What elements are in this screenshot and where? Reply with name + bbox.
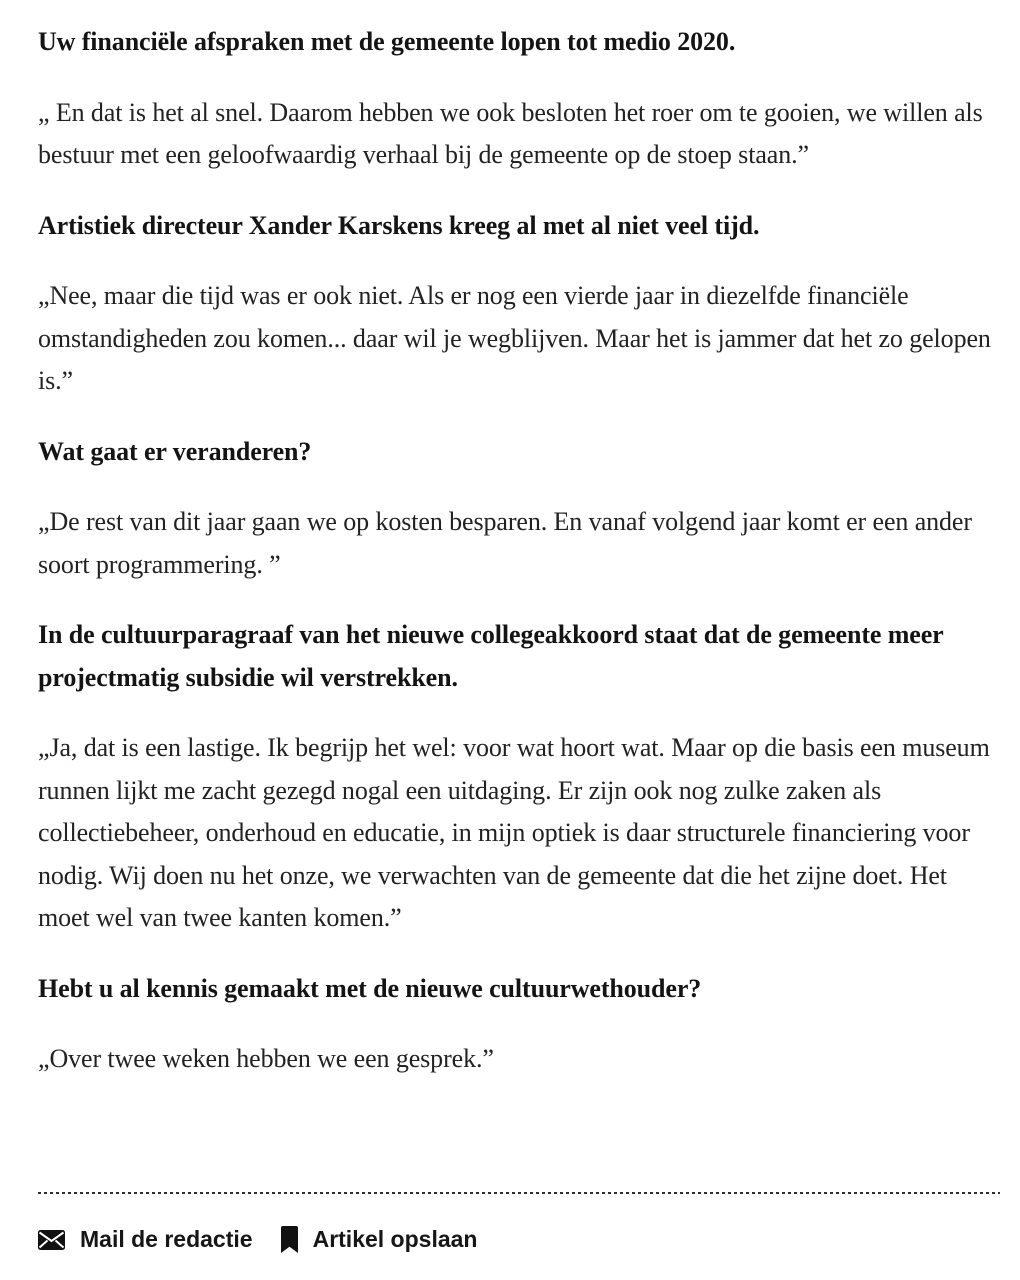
interview-question: Artistiek directeur Xander Karskens kreeg al met al niet veel tijd. [38, 210, 760, 240]
article-footer [38, 1192, 1000, 1253]
interview-answer: „Over twee weken hebben we een gesprek.” [38, 1044, 494, 1073]
interview-answer: „De rest van dit jaar gaan we op kosten besparen. En vanaf volgend jaar komt er een ander soort programmering. ” [38, 507, 972, 579]
bookmark-icon [281, 1226, 298, 1253]
dotted-divider [38, 1192, 1000, 1194]
interview-question: In de cultuurparagraaf van het nieuwe collegeakkoord staat dat de gemeente meer projectmatig subsidie wil verstrekken. [38, 620, 944, 692]
footer-actions [38, 1226, 1000, 1253]
artikel-opslaan-link[interactable] [281, 1226, 478, 1253]
interview-answer: „Nee, maar die tijd was er ook niet. Als er nog een vierde jaar in diezelfde financiële omstandigheden zou komen... daar wil je wegblijven. Maar het is jammer dat het zo gelopen is.” [38, 281, 991, 395]
mail-redactie-label: Mail de redactie [80, 1226, 253, 1252]
envelope-icon [38, 1230, 65, 1250]
interview-answer: „Ja, dat is een lastige. Ik begrijp het wel: voor wat hoort wat. Maar op die basis een museum runnen lijkt me zacht gezegd nogal een uitdaging. Er zijn ook nog zulke zaken als collectiebeheer, onderhoud en educatie, in mijn optiek is daar structurele financiering voor nodig. Wij doen nu het onze, we verwachten van de gemeente dat die het zijne doet. Het moet wel van twee kanten komen.” [38, 733, 990, 932]
interview-question: Uw financiële afspraken met de gemeente lopen tot medio 2020. [38, 27, 736, 56]
artikel-opslaan-label: Artikel opslaan [312, 1226, 478, 1252]
interview-question: Hebt u al kennis gemaakt met de nieuwe cultuurwethouder? [38, 973, 702, 1003]
mail-redactie-link[interactable] [38, 1226, 253, 1253]
interview-question: Wat gaat er veranderen? [38, 436, 312, 466]
interview-answer: „ En dat is het al snel. Daarom hebben we ook besloten het roer om te gooien, we willen als bestuur met een geloofwaardig verhaal bij de gemeente op de stoep staan.” [38, 97, 983, 169]
